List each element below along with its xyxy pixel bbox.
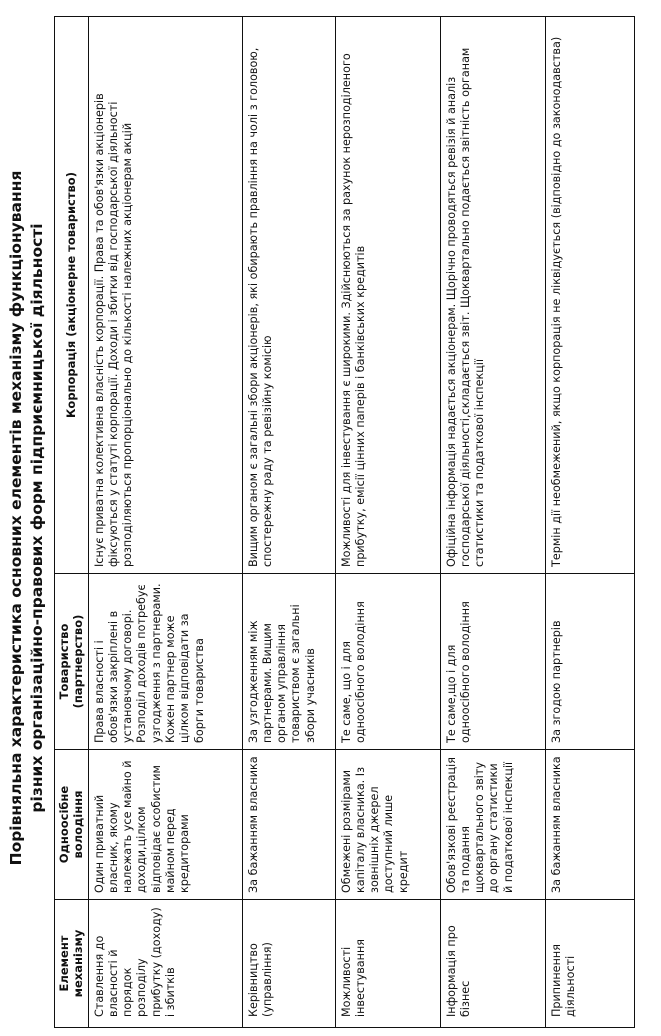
table-row	[242, 17, 335, 1028]
cell-partnership: Те саме,що і для одноосібного володіння	[440, 574, 545, 750]
cell-corporation: Існує приватна колективна власність корпорації. Права та обов'язки акціонерів фіксуються у статуті корпорації. Доходи і збитки від господарської діяльності розподіляються пропорціонально до кількості належних акціонерам акцій	[88, 17, 242, 574]
table-row	[545, 17, 634, 1028]
cell-element: Припинення діяльності	[545, 900, 634, 1028]
cell-sole: За бажанням власника	[242, 750, 335, 900]
header-corporation: Корпорація (акціонерне товариство)	[55, 17, 89, 574]
cell-element: Ставлення до власності й порядок розподілу прибутку (доходу) і збитків	[88, 900, 242, 1028]
cell-sole: За бажанням власника	[545, 750, 634, 900]
table-row	[440, 17, 545, 1028]
cell-sole: Один приватний власник, якому належать усе майно й доходи,цілком відповідає особистим майном перед кредиторами	[88, 750, 242, 900]
cell-corporation: Можливості для інвестування є широкими. Здійснюються за рахунок нерозподіленого прибутку, емісії цінних паперів і банківських кредитів	[335, 17, 440, 574]
cell-corporation: Термін дії необмежений, якщо корпорація не ліквідується (відповідно до законодавства)	[545, 17, 634, 574]
cell-element: Керівництво (управління)	[242, 900, 335, 1028]
table-row	[88, 17, 242, 1028]
header-element: Елемент механізму	[55, 900, 89, 1028]
header-sole-proprietorship: Одноосібне володіння	[55, 750, 89, 900]
cell-partnership: За узгодженням між партнерами. Вищим органом управління товариством є загальні збори учасників	[242, 574, 335, 750]
comparison-table	[54, 16, 635, 1028]
header-partnership: Товариство (партнерство)	[55, 574, 89, 750]
title-line-2: різних організаційно-правових форм підприємницької діяльності	[28, 223, 46, 813]
cell-element: Можливості інвестування	[335, 900, 440, 1028]
cell-element: Інформація про бізнес	[440, 900, 545, 1028]
title-line-1: Порівняльна характеристика основних елементів механізму функціонування	[7, 170, 25, 866]
cell-partnership: За згодою партнерів	[545, 574, 634, 750]
cell-sole: Обмежені розмірами капіталу власника. Із зовнішніх джерел доступний лише кредит	[335, 750, 440, 900]
cell-sole: Обов'язкові реєстрація та подання щоквартального звіту до органу статистики й податкової інспекції	[440, 750, 545, 900]
table-row	[335, 17, 440, 1028]
cell-partnership: Права власності і обов'язки закріплені в установчому договорі. Розподіл доходів потребує узгодження з партнерами. Кожен партнер може цілком відповідати за борги товариства	[88, 574, 242, 750]
cell-corporation: Вищим органом є загальні збори акціонерів, які обирають правління на чолі з головою, спостережну раду та ревізійну комісію	[242, 17, 335, 574]
page-title	[0, 0, 56, 1036]
cell-corporation: Офіційна інформація надається акціонерам. Щорічно проводяться ревізія й аналіз господарської діяльності,складається звіт. Щоквартально подається звітність органам статистики та податкової інспекції	[440, 17, 545, 574]
header-row	[55, 17, 89, 1028]
cell-partnership: Те саме, що і для одноосібного володіння	[335, 574, 440, 750]
